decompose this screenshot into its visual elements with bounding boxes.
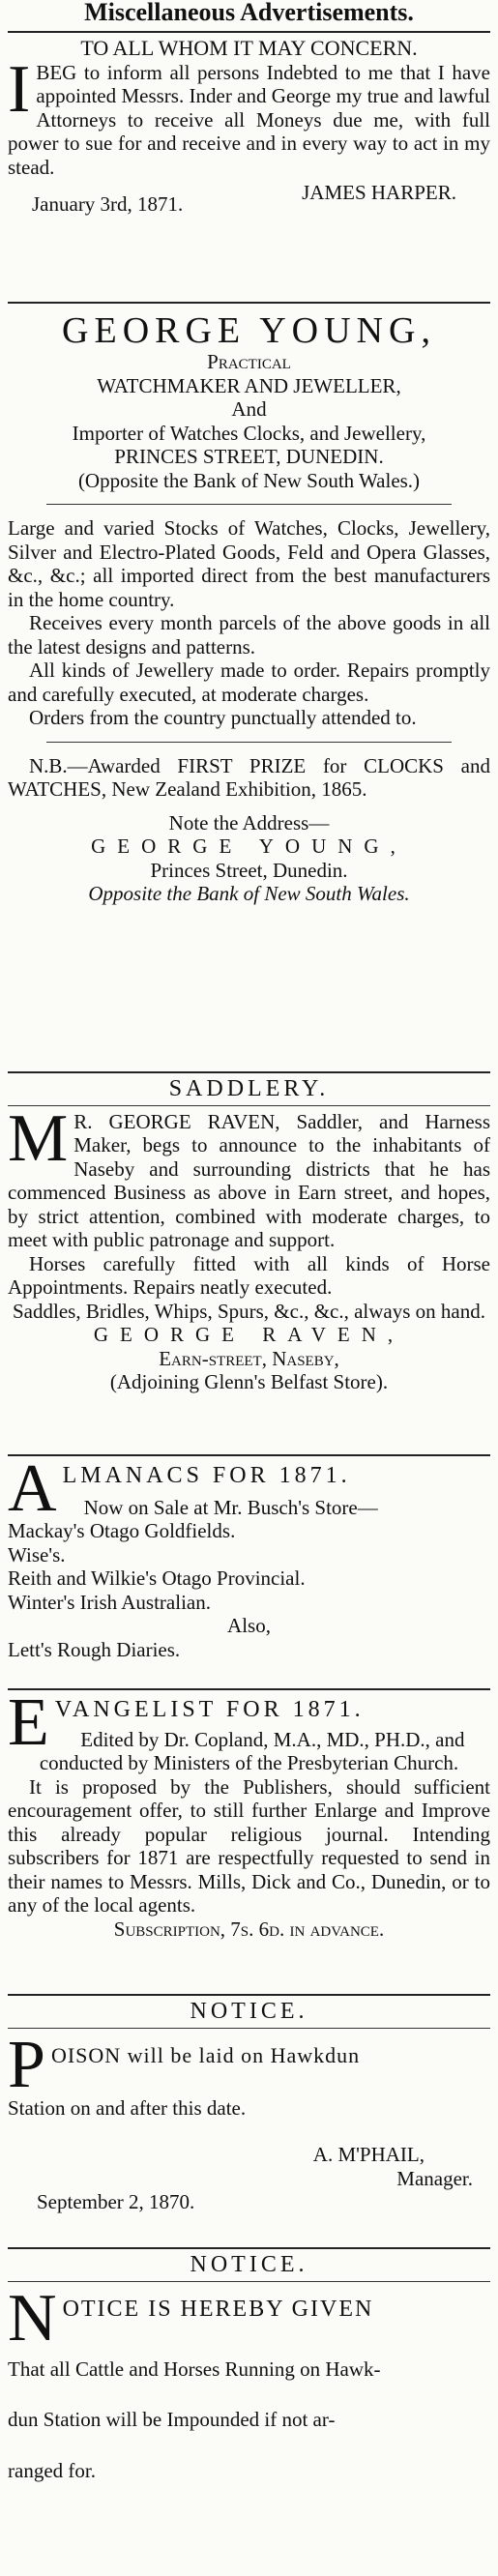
young-street2: Princes Street, Dunedin. xyxy=(150,858,348,882)
young-practical: Practical xyxy=(207,350,291,373)
young-nb: N.B.—Awarded FIRST PRIZE for CLOCKS and WATCHES, New Zealand Exhibition, 1865. xyxy=(8,753,490,801)
poison-notice xyxy=(8,2000,490,2243)
young-and: And xyxy=(231,397,267,421)
divider xyxy=(46,742,452,743)
young-p4: Orders from the country punctually attended to. xyxy=(29,706,417,729)
young-opposite: (Opposite the Bank of New South Wales.) xyxy=(77,468,421,492)
impounding-notice xyxy=(8,2253,490,2543)
notice2-body2: That all Cattle and Horses Running on Hawk- xyxy=(8,2356,381,2381)
harper-heading: TO ALL WHOM IT MAY CONCERN. xyxy=(80,36,418,60)
notice1-dropcap: P xyxy=(8,2027,45,2102)
evangelist-dropcap: E xyxy=(8,1685,49,1760)
harper-body: BEG to inform all persons Indebted to me that I have appointed Messrs. Inder and George my true and lawful Attorneys to receive all Moneys due me, with full power to sue for and receive and in every way to act in my stead. xyxy=(8,60,490,179)
harper-date: January 3rd, 1871. xyxy=(32,192,184,216)
young-p3: All kinds of Jewellery made to order. Repairs promptly and carefully executed, at moderate charges. xyxy=(8,659,490,706)
saddlery-p2: Horses carefully fitted with all kinds of Horse Appointments. Repairs neatly executed. xyxy=(8,1251,490,1299)
almanacs-l1: Now on Sale at Mr. Busch's Store— xyxy=(83,1495,378,1519)
notice2-body1: OTICE IS HEREBY GIVEN xyxy=(62,2296,374,2322)
young-p2: Receives every month parcels of the above goods in all the latest designs and patterns. xyxy=(8,611,490,659)
saddlery-heading: SADDLERY. xyxy=(168,1076,330,1101)
young-importer: Importer of Watches Clocks, and Jewellery, xyxy=(72,421,426,445)
harper-date-signature xyxy=(8,181,490,216)
young-p1: Large and varied Stocks of Watches, Clocks, Jewellery, Silver and Electro-Plated Goods, Feld and Opera Glasses, &c., &c.; all imported direct from the best manufacturers in the home country. xyxy=(8,516,490,611)
notice1-role: Manager. xyxy=(396,2166,473,2190)
notice2-body4: ranged for. xyxy=(8,2458,96,2482)
harper-signature: JAMES HARPER. xyxy=(302,181,456,204)
evangelist-subscription: Subscription, 7s. 6d. in advance. xyxy=(113,1917,385,1941)
divider xyxy=(8,1994,490,1996)
young-advertisement xyxy=(8,311,490,1068)
harper-dropcap: I xyxy=(8,51,31,127)
divider xyxy=(8,2281,490,2282)
almanacs-heading: LMANACS FOR 1871. xyxy=(62,1463,351,1488)
saddlery-name: GEORGE RAVEN, xyxy=(93,1323,405,1346)
divider xyxy=(8,1071,490,1073)
young-name-heading: GEORGE YOUNG, xyxy=(62,310,436,351)
saddlery-address: Earn-street, Naseby, xyxy=(159,1346,339,1370)
page-header: Miscellaneous Advertisements. xyxy=(84,0,414,26)
divider xyxy=(8,1454,490,1456)
notice1-body2: Station on and after this date. xyxy=(8,2095,247,2120)
harper-advertisement xyxy=(8,37,490,298)
notice1-heading: NOTICE. xyxy=(190,1999,308,2024)
divider xyxy=(8,302,490,304)
saddlery-adjoining: (Adjoining Glenn's Belfast Store). xyxy=(109,1370,389,1393)
saddlery-body: R. GEORGE RAVEN, Saddler, and Harness Maker, begs to announce to the inhabitants of Naseby and surrounding districts that he has commenced Business as above in Earn street, and hopes, by strict attention, combined with moderate charges, to meet with public patronage and support. xyxy=(8,1109,490,1251)
saddlery-dropcap: M xyxy=(8,1100,69,1176)
notice1-signature: A. M'PHAIL, xyxy=(312,2143,425,2166)
notice1-date: September 2, 1870. xyxy=(37,2190,195,2213)
saddlery-p3: Saddles, Bridles, Whips, Spurs, &c., &c., always on hand. xyxy=(13,1299,485,1323)
divider xyxy=(8,1105,490,1106)
evangelist-advertisement xyxy=(8,1685,490,1990)
almanacs-dropcap: A xyxy=(8,1451,57,1526)
young-note: Note the Address— xyxy=(168,810,330,834)
young-trade: WATCHMAKER AND JEWELLER, xyxy=(97,373,401,397)
young-opposite2: Opposite the Bank of New South Wales. xyxy=(88,882,410,905)
evangelist-l1: Edited by Dr. Copland, M.A., MD., PH.D., and conducted by Ministers of the Presbyterian Church. xyxy=(39,1727,465,1774)
almanacs-l6: Also, xyxy=(227,1614,271,1637)
almanacs-l4: Reith and Wilkie's Otago Provincial. xyxy=(8,1566,306,1590)
almanacs-l5: Winter's Irish Australian. xyxy=(8,1590,211,1614)
divider xyxy=(46,504,452,505)
divider xyxy=(8,2028,490,2029)
notice1-body1: OISON will be laid on Hawkdun xyxy=(50,2042,361,2067)
young-street: PRINCES STREET, DUNEDIN. xyxy=(114,445,384,468)
saddlery-advertisement xyxy=(8,1077,490,1450)
divider xyxy=(8,2247,490,2249)
divider xyxy=(8,1688,490,1690)
almanacs-l3: Wise's. xyxy=(8,1542,66,1566)
notice2-dropcap: N xyxy=(8,2280,57,2356)
almanacs-l7: Lett's Rough Diaries. xyxy=(8,1637,181,1661)
notice2-heading: NOTICE. xyxy=(190,2252,308,2277)
divider xyxy=(8,31,490,33)
almanacs-l2: Mackay's Otago Goldfields. xyxy=(8,1519,236,1542)
evangelist-p2: It is proposed by the Publishers, should sufficient encouragement offer, to still further Enlarge and Improve this already popular religious journal. Intending subscribers for 1871 are respectfully requested to send in their names to Messrs. Mills, Dick and Co., Dunedin, or to any of the local agents. xyxy=(8,1774,490,1917)
notice2-body3: dun Station will be Impounded if not ar- xyxy=(8,2408,336,2431)
evangelist-heading: VANGELIST FOR 1871. xyxy=(54,1697,365,1722)
young-name2: GEORGE YOUNG, xyxy=(91,834,407,858)
almanacs-advertisement xyxy=(8,1451,490,1684)
